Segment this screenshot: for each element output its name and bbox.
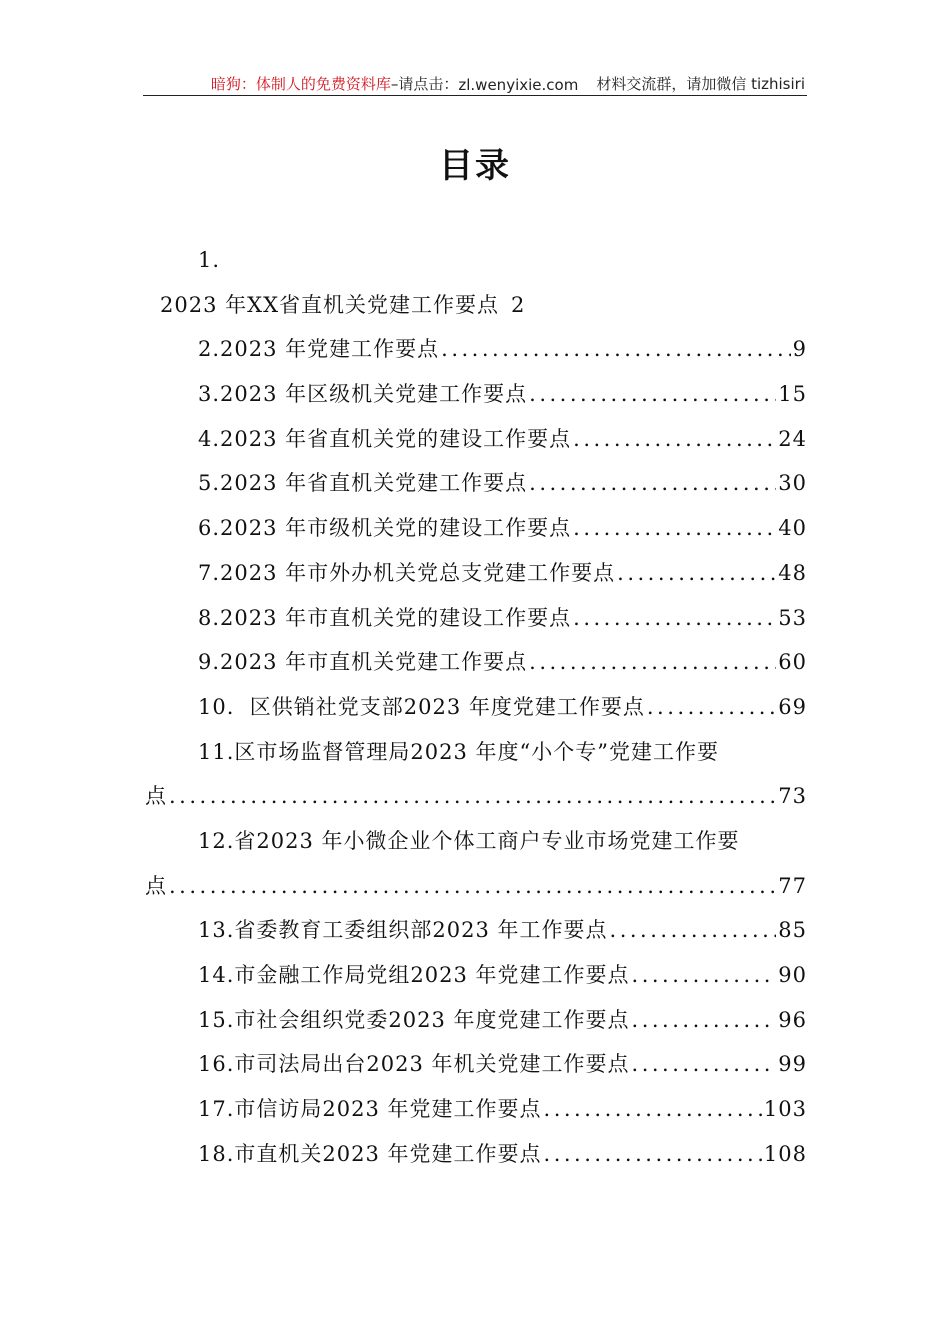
dot-leader	[529, 461, 776, 506]
toc-entry-page: 9	[792, 337, 807, 362]
header-divider	[143, 95, 807, 96]
toc-entry-title: 6.2023 年市级机关党的建设工作要点	[198, 516, 572, 541]
toc-entry-page: 108	[763, 1141, 807, 1166]
toc-entry-title: 11.区市场监督管理局2023 年度“小个专”党建工作要	[198, 739, 719, 764]
toc-entry-page: 77	[778, 873, 807, 898]
toc-entry[interactable]	[145, 1132, 807, 1177]
toc-entry-title: 12.省2023 年小微企业个体工商户专业市场党建工作要	[198, 828, 740, 853]
toc-entry-12-line1[interactable]	[145, 819, 807, 864]
toc-entry[interactable]	[145, 998, 807, 1043]
table-of-contents	[145, 238, 807, 1176]
header-group-note: 材料交流群，请加微信 tizhisiri	[596, 75, 805, 93]
toc-entry-title: 14.市金融工作局党组2023 年党建工作要点	[198, 963, 630, 987]
toc-entry-page: 96	[778, 1007, 807, 1032]
toc-entry-number: 1.	[198, 248, 221, 272]
toc-entry-title: 3.2023 年区级机关党建工作要点	[198, 382, 528, 407]
dot-leader	[632, 1042, 777, 1087]
header-link[interactable]: zl.wenyixie.com	[458, 76, 579, 94]
toc-entry[interactable]	[145, 908, 807, 953]
dot-leader	[544, 1087, 762, 1132]
toc-entry-title: 16.市司法局出台2023 年机关党建工作要点	[198, 1052, 630, 1077]
toc-entry-12-line2[interactable]	[145, 864, 807, 909]
toc-entry-page: 99	[778, 1052, 807, 1077]
toc-entry-1-number-row	[145, 238, 807, 283]
dot-leader	[617, 551, 776, 596]
toc-entry-page: 40	[778, 516, 807, 541]
toc-entry-page: 2	[511, 292, 526, 317]
toc-entry-title: 2023 年XX省直机关党建工作要点	[160, 292, 500, 317]
toc-entry-page: 48	[778, 560, 807, 585]
dot-leader	[632, 998, 777, 1043]
toc-entry-page: 69	[778, 694, 807, 719]
page-header	[145, 68, 805, 94]
toc-entry[interactable]	[145, 417, 807, 462]
toc-entry-title-continued: 点	[145, 784, 167, 809]
toc-entry[interactable]	[145, 685, 807, 730]
dot-leader	[529, 372, 776, 417]
toc-entry[interactable]	[145, 953, 807, 998]
dot-leader	[647, 685, 776, 730]
toc-entry[interactable]	[145, 283, 807, 328]
toc-entry-title: 13.省委教育工委组织部2023 年工作要点	[198, 918, 608, 943]
toc-entry-title: 15.市社会组织党委2023 年度党建工作要点	[198, 1007, 630, 1032]
toc-entry-title: 2.2023 年党建工作要点	[198, 337, 440, 362]
dot-leader	[169, 864, 776, 909]
dot-leader	[610, 908, 777, 953]
toc-entry[interactable]	[145, 372, 807, 417]
toc-entry-page: 53	[778, 605, 807, 630]
toc-entry-11-line2[interactable]	[145, 774, 807, 819]
dot-leader	[441, 327, 790, 372]
toc-entry-page: 15	[778, 382, 807, 407]
toc-entry-page: 73	[778, 784, 807, 809]
header-site-name: 暗狗：体制人的免费资料库	[210, 75, 391, 93]
toc-entry-page: 90	[778, 963, 807, 987]
toc-entry-page: 24	[778, 426, 807, 451]
toc-entry[interactable]	[145, 640, 807, 685]
dot-leader	[169, 774, 776, 819]
toc-entry-11-line1[interactable]	[145, 730, 807, 775]
toc-entry-page: 85	[778, 918, 807, 943]
dot-leader	[544, 1132, 762, 1177]
toc-entry[interactable]	[145, 506, 807, 551]
dot-leader	[573, 596, 776, 641]
toc-entry[interactable]	[145, 1087, 807, 1132]
toc-entry-title-continued: 点	[145, 873, 167, 898]
toc-entry[interactable]	[145, 551, 807, 596]
toc-entry[interactable]	[145, 1042, 807, 1087]
toc-entry-title: 10. 区供销社党支部2023 年度党建工作要点	[198, 694, 645, 719]
toc-entry-page: 103	[763, 1097, 807, 1122]
header-link-prefix: –请点击：	[390, 75, 459, 93]
toc-entry-title: 17.市信访局2023 年党建工作要点	[198, 1097, 542, 1122]
toc-entry-title: 7.2023 年市外办机关党总支党建工作要点	[198, 560, 616, 585]
page-title: 目录	[439, 146, 511, 186]
toc-entry[interactable]	[145, 461, 807, 506]
toc-entry-page: 60	[778, 650, 807, 675]
toc-entry-title: 9.2023 年市直机关党建工作要点	[198, 650, 528, 675]
toc-entry-title: 8.2023 年市直机关党的建设工作要点	[198, 605, 572, 630]
dot-leader	[632, 953, 777, 998]
dot-leader	[573, 417, 776, 462]
toc-entry-title: 18.市直机关2023 年党建工作要点	[198, 1141, 542, 1166]
dot-leader	[573, 506, 776, 551]
toc-entry[interactable]	[145, 327, 807, 372]
toc-entry-page: 30	[778, 471, 807, 496]
toc-entry[interactable]	[145, 596, 807, 641]
dot-leader	[529, 640, 776, 685]
toc-entry-title: 4.2023 年省直机关党的建设工作要点	[198, 426, 572, 451]
toc-entry-title: 5.2023 年省直机关党建工作要点	[198, 471, 528, 496]
